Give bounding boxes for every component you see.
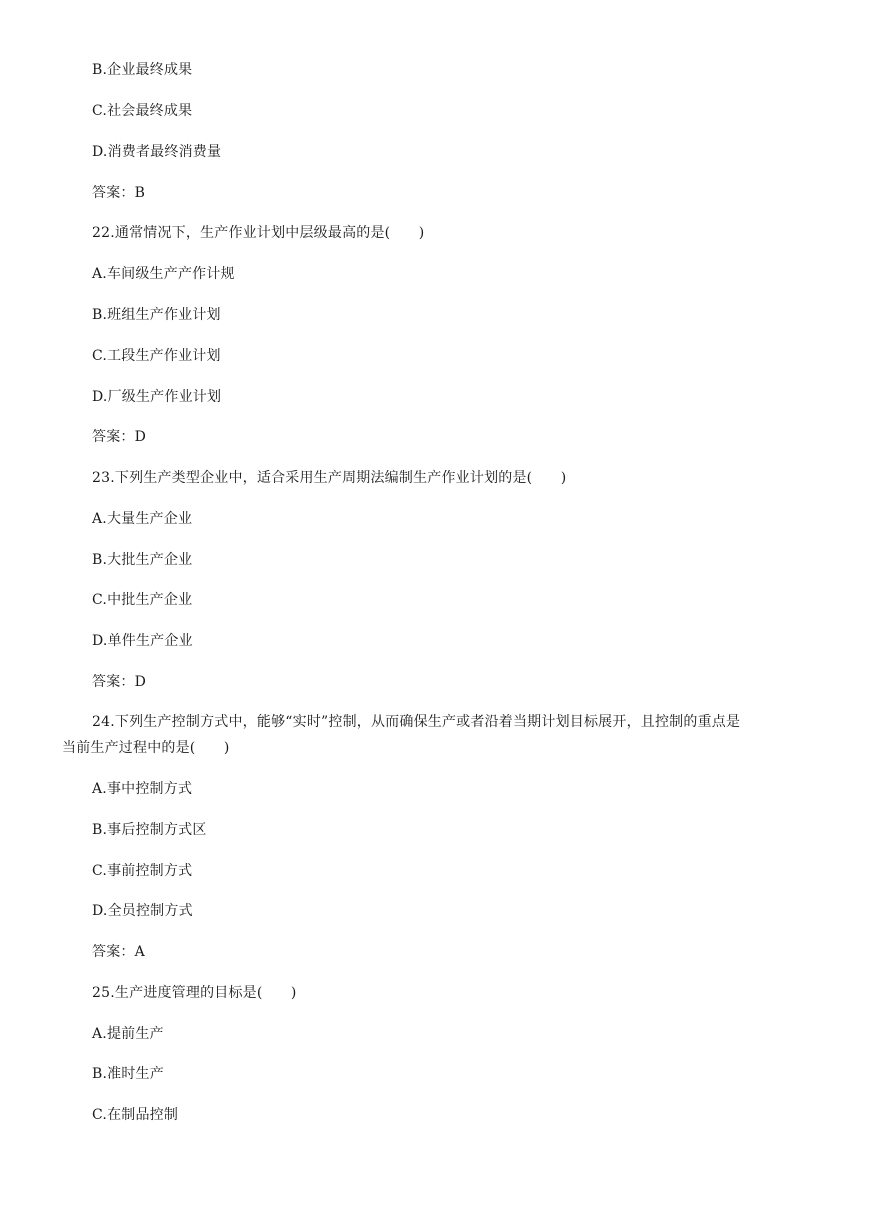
option-c: C.在制品控制 <box>92 1107 179 1123</box>
question-stem-23: 23.下列生产类型企业中，适合采用生产周期法编制生产作业计划的是( ) <box>92 470 567 486</box>
answer: 答案：A <box>92 944 145 960</box>
option-d: D.单件生产企业 <box>92 633 193 649</box>
option-d: D.消费者最终消费量 <box>92 144 222 160</box>
option-b: B.大批生产企业 <box>92 552 193 568</box>
answer: 答案：D <box>92 429 147 445</box>
option-d: D.厂级生产作业计划 <box>92 389 222 405</box>
option-c: C.中批生产企业 <box>92 592 193 608</box>
option-b: B.事后控制方式区 <box>92 822 207 838</box>
option-c: C.事前控制方式 <box>92 863 193 879</box>
answer: 答案：D <box>92 674 147 690</box>
question-stem-22: 22.通常情况下，生产作业计划中层级最高的是( ) <box>92 225 425 241</box>
option-a: A.提前生产 <box>92 1026 164 1042</box>
option-a: A.事中控制方式 <box>92 781 193 797</box>
option-a: A.车间级生产产作计规 <box>92 266 235 282</box>
question-stem-24: 24.下列生产控制方式中，能够“实时”控制，从而确保生产或者沿着当期计划目标展开，且控制的重点是 <box>92 714 741 730</box>
question-stem-24-continued: 当前生产过程中的是( ) <box>62 740 230 756</box>
option-b: B.企业最终成果 <box>92 62 193 78</box>
answer: 答案：B <box>92 185 146 201</box>
question-stem-25: 25.生产进度管理的目标是( ) <box>92 985 297 1001</box>
option-c: C.社会最终成果 <box>92 103 193 119</box>
option-b: B.准时生产 <box>92 1066 164 1082</box>
option-c: C.工段生产作业计划 <box>92 348 221 364</box>
option-b: B.班组生产作业计划 <box>92 307 221 323</box>
option-d: D.全员控制方式 <box>92 903 193 919</box>
option-a: A.大量生产企业 <box>92 511 193 527</box>
